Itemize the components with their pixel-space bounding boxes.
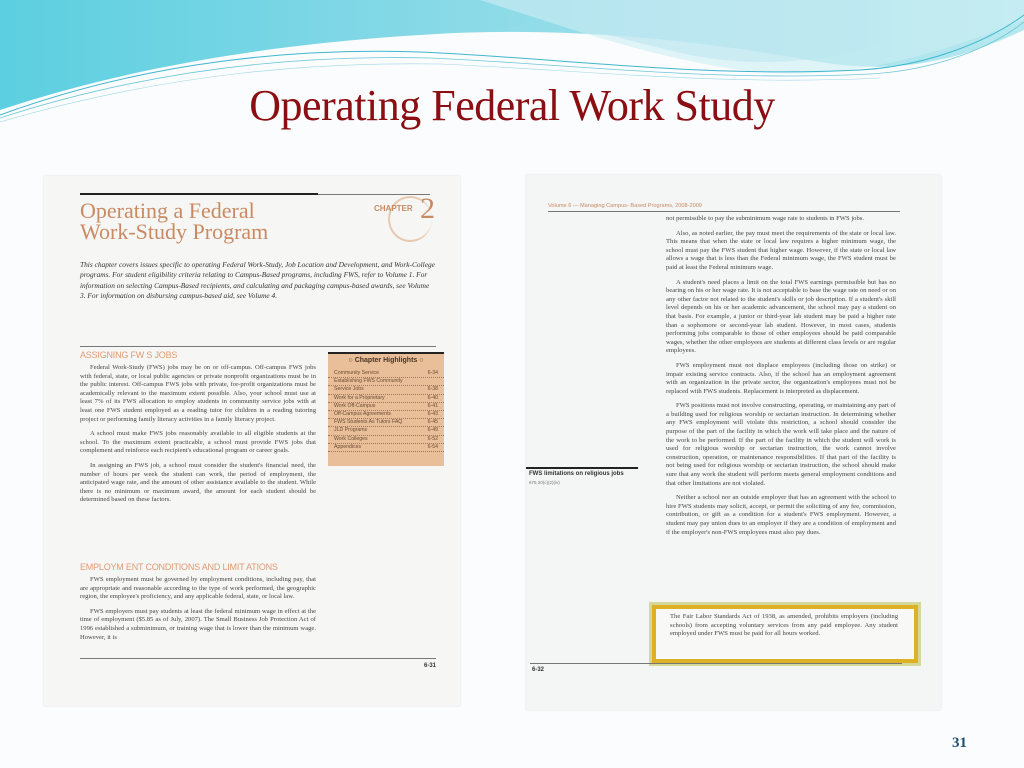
paragraph: FWS employers must pay students at least the federal minimum wage in effect at the time of employment ($5.85 as of July, 2007). The Small Business Job Protection Act of 1996 established a subminimum, or training wage that is lower than the minimum wage. However, it is <box>80 607 316 641</box>
highlight-item: Work Colleges 6-52 <box>328 436 444 444</box>
sidebar-rule <box>526 467 638 469</box>
paragraph: Federal Work-Study (FWS) jobs may be on or off-campus. Off-campus FWS jobs with federal, state, or local public agencies or private nonprofit organizations must be in the public interest. Off-campus FWS jobs with private, for-profit organizations must be academically relevant to the maximum extent possible. Also, your school must use at least 7% of its FWS allocation to employ students in community service jobs with at least one FWS student employed as a reading tutor for children in a reading tutoring project or performing family literacy activities in a family literacy project. <box>80 364 316 423</box>
chapter-title-line2: Work-Study Program <box>80 219 269 244</box>
top-rule <box>80 193 318 195</box>
highlight-item: FWS Students As Tutors FAQ 6-45 <box>328 419 444 427</box>
header-rule <box>548 211 900 212</box>
footer-rule <box>80 658 436 659</box>
chapter-highlights-title: ○ Chapter Highlights ○ <box>348 357 424 364</box>
right-body <box>666 215 896 543</box>
paragraph: A school must make FWS jobs reasonably available to all eligible students at the school. To the maximum extent practicable, a school must provide FWS jobs that complement and reinforce each recipient's educational program or career goals. <box>80 430 316 455</box>
document-page-right <box>526 175 941 710</box>
chapter-label: CHAPTER <box>374 204 413 213</box>
section2-body <box>80 576 316 648</box>
section-heading-employment-conditions: EMPLOYM ENT CONDITIONS AND LIMIT ATIONS <box>80 562 278 572</box>
highlight-item: JLD Programs 6-49 <box>328 427 444 435</box>
highlight-item: Off-Campus Agreements 6-43 <box>328 411 444 419</box>
document-page-left <box>44 176 460 706</box>
circle-icon: ○ <box>419 357 424 364</box>
paragraph: not permissible to pay the subminimum wage rate to students in FWS jobs. <box>666 215 864 222</box>
slide-number: 31 <box>952 735 967 751</box>
page-number-right: 6-32 <box>532 667 545 673</box>
chapter-number: 2 <box>420 192 435 225</box>
running-head: Volume 6 — Managing Campus- Based Programs, 2008-2009 <box>548 203 702 209</box>
section1-body <box>80 364 316 511</box>
paragraph: FWS positions must not involve constructing, operating, or maintaining any part of a building used for religious worship or sectarian instruction. In determining whether any FWS employment will violate this restriction, a school should consider the purpose of the part of the facility in which the work will take place and the nature of the work to be performed. If the part of the facility in which the student will work is used for religious worship or sectarian instruction, the work cannot involve construction, operation, or maintenance responsibilities. If that part of the facility is not being used for religious worship or sectarian instruction, the school should make sure that any work the student will perform meets general employment conditions and that other limitations are not violated. <box>666 402 896 487</box>
paragraph: FWS employment must not displace employees (including those on strike) or impair existing service contracts. Also, if the school has an employment agreement with an organization in the private sector, the organization's employees must not be replaced with FWS students. Replacement is interpreted as displacement. <box>666 361 896 395</box>
chapter-highlights-box <box>328 352 444 466</box>
paragraph: A student's need places a limit on the total FWS earnings permissible but has no bearing on his or her wage rate. It is not acceptable to base the wage rate on need or on any other factor not related to the student's skills or job description. If a student's skill level depends on his or her academic advancement, the school may pay a student on that basis. For example, a junior or third-year lab student may be paid a higher rate than a sophomore or second-year lab student. However, in most cases, students performing jobs comparable to those of other employees should be paid comparable wages, whether the other employees are students at different class levels or are regular employees. <box>666 278 896 355</box>
chapter-intro: This chapter covers issues specific to operating Federal Work-Study, Job Location and Development, and Work-College programs. For student eligibility criteria relating to Campus-Based programs, including FWS, refer to Volume 1. For information on selecting Campus-Based recipients, and calculating and packaging campus-based awards, see Volume 3. For information on disbursing campus-based aid, see Volume 4. <box>80 260 435 301</box>
section-rule <box>80 346 436 347</box>
chapter-title <box>80 200 268 242</box>
highlight-item: Work Off-Campus 6-41 <box>328 403 444 411</box>
highlight-item: Work for a Proprietary 6-40 <box>328 395 444 403</box>
section-heading-assigning-jobs: ASSIGNING FW S JOBS <box>80 350 178 360</box>
paragraph: Neither a school nor an outside employer that has an agreement with the school to hire FWS students may solicit, accept, or permit the soliciting of any fee, commission, contribution, or gift as a condition for a student's FWS employment. However, a student may pay union dues to an employer if they are a condition of employment and if the employer's non-FWS employees must also pay dues. <box>666 494 896 536</box>
callout-text: The Fair Labor Standards Act of 1938, as amended, prohibits employers (including schools) from accepting voluntary services from any paid employee. Any student employed under FWS must be paid for all hours worked. <box>670 613 898 638</box>
top-rule-light <box>318 194 430 195</box>
paragraph: Also, as noted earlier, the pay must meet the requirements of the state or local law. This means that when the state or local law requires a higher minimum wage, the school must pay the FWS student that higher wage. However, if the state or local law allows a wage that is less than the Federal minimum wage, the FWS student must be paid at least the Federal minimum wage. <box>666 229 896 271</box>
slide-title: Operating Federal Work Study <box>249 81 775 130</box>
paragraph: In assigning an FWS job, a school must consider the student's financial need, the number of hours per week the student can work, the period of employment, the anticipated wage rate, and the amount of other assistance available to the student. While there is no minimum or maximum award, the amount for each student should be determined based on these factors. <box>80 461 316 504</box>
highlight-item: Appendices 6-54 <box>328 444 444 452</box>
paragraph: FWS employment must be governed by employment conditions, including pay, that are appropriate and reasonable according to the type of work performed, the geographic region, the employee's proficiency, and any applicable federal, state, or local law. <box>80 576 316 601</box>
sidebar-note-title: FWS limitations on religious jobs <box>529 471 624 477</box>
highlight-item: Community Service 6-34 <box>328 370 444 378</box>
circle-icon: ○ <box>348 357 353 364</box>
highlight-item: Establishing FWS Community <box>328 378 444 386</box>
footer-rule <box>530 663 902 664</box>
highlight-item: Service Jobs 6-38 <box>328 386 444 394</box>
chapter-title-line1: Operating a Federal <box>80 198 255 223</box>
page-number-left: 6-31 <box>424 663 437 669</box>
sidebar-note-citation: 675.20(c)(2)(iv) <box>529 480 560 485</box>
